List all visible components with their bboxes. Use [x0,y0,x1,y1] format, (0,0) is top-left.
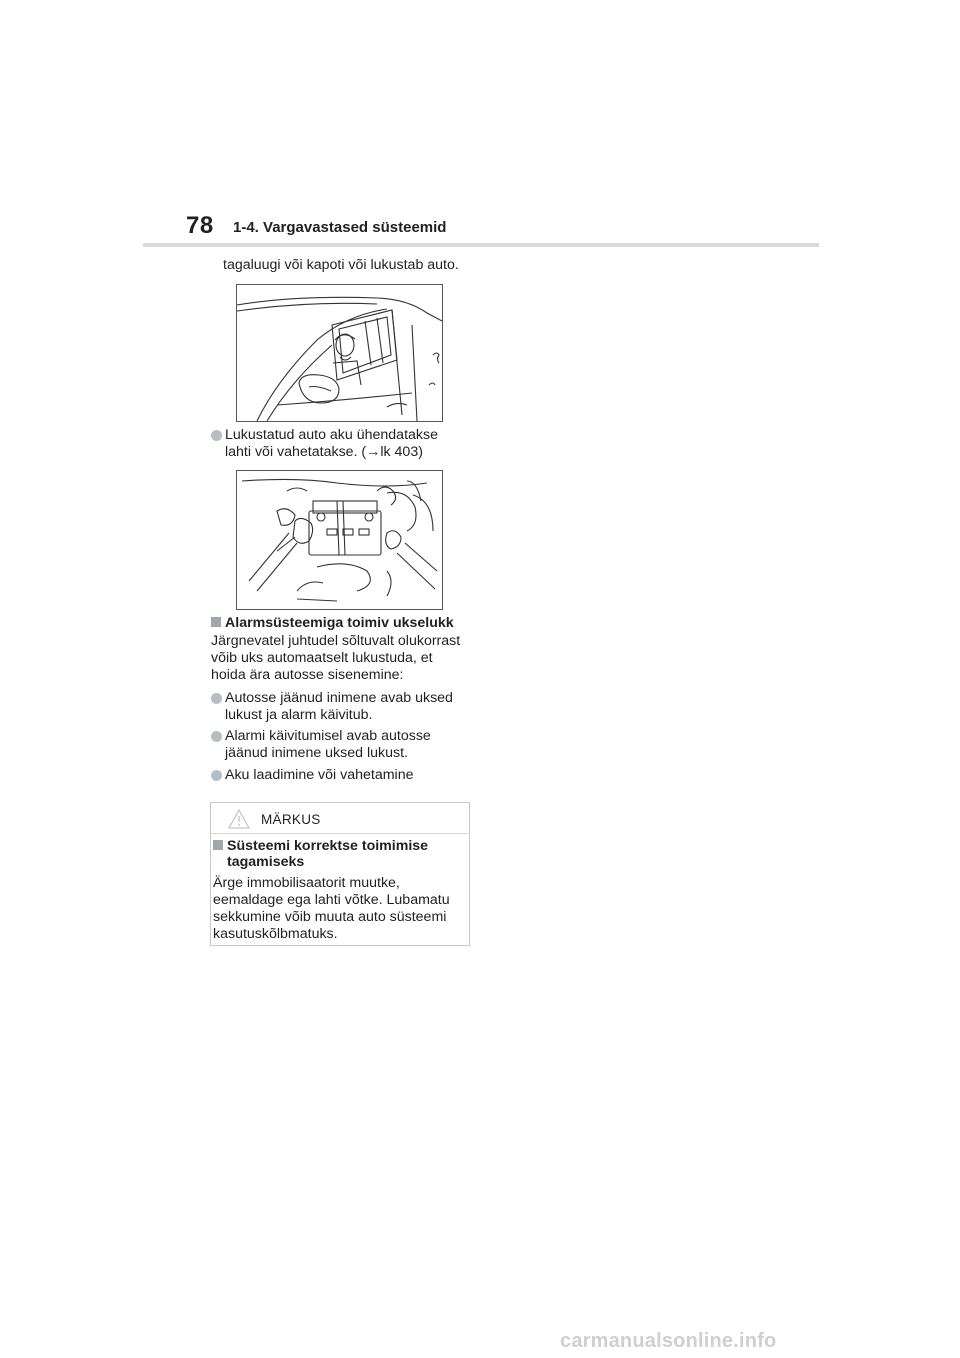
battery-illustration [237,471,442,609]
paragraph-line: hoida ära autosse sisenemine: [211,667,404,683]
page-reference-link[interactable]: lk 403) [380,444,423,460]
paragraph-line: võib uks automaatselt lukustuda, et [211,650,433,666]
notice-body-line: sekkumine võib muuta auto süsteemi [213,909,447,925]
bullet-line: Autosse jäänud inimene avab uksed [225,690,453,706]
alarm-lock-heading [211,615,454,631]
square-bullet-icon [213,840,223,850]
notice-body-line: kasutuskõlbmatuks. [213,926,338,942]
intro-text: tagaluugi või kapoti või lukustab auto. [223,257,459,273]
page-number: 78 [186,212,214,239]
bullet-line: lukust ja alarm käivitub. [225,707,373,723]
notice-heading [213,838,428,870]
notice-body-line: Ärge immobilisaatorit muutke, [213,875,400,891]
car-person-illustration [237,285,442,421]
notice-body [213,875,467,943]
alarm-lock-paragraph [211,633,481,684]
bullet-battery-line1: Lukustatud auto aku ühendatakse [225,427,438,443]
section-title: 1-4. Vargavastased süsteemid [233,219,447,236]
bullet-dot [211,770,222,781]
figure-person-in-car [236,284,443,422]
bullet-dot [211,731,222,742]
list-item [211,767,481,785]
paragraph-line: Järgnevatel juhtudel sõltuvalt olukorrast [211,633,461,649]
warning-triangle-icon [228,809,250,829]
figure-battery-replacement [236,470,443,610]
arrow-icon: → [366,444,381,460]
alarm-lock-heading-text: Alarmsüsteemiga toimiv ukselukk [225,615,454,631]
bullet-line: jäänud inimene uksed lukust. [225,745,408,761]
watermark-text: carmanualsonline.info [560,1330,777,1352]
notice-title: MÄRKUS [261,812,321,827]
notice-box [210,802,470,946]
bullet-line: Aku laadimine või vahetamine [225,767,414,783]
bullet-dot [211,430,222,441]
notice-heading-line: Süsteemi korrektse toimimise [227,838,429,854]
square-bullet-icon [211,617,221,627]
list-item [211,728,481,762]
bullet-line: Alarmi käivitumisel avab autosse [225,728,431,744]
header-divider [143,243,819,247]
notice-divider [211,833,469,834]
list-item [211,427,481,461]
list-item [211,690,481,724]
notice-heading-line: tagamiseks [227,854,305,870]
notice-body-line: eemaldage ega lahti võtke. Lubamatu [213,892,450,908]
bullet-dot [211,693,222,704]
bullet-battery-prefix: lahti või vahetatakse. ( [225,444,367,460]
